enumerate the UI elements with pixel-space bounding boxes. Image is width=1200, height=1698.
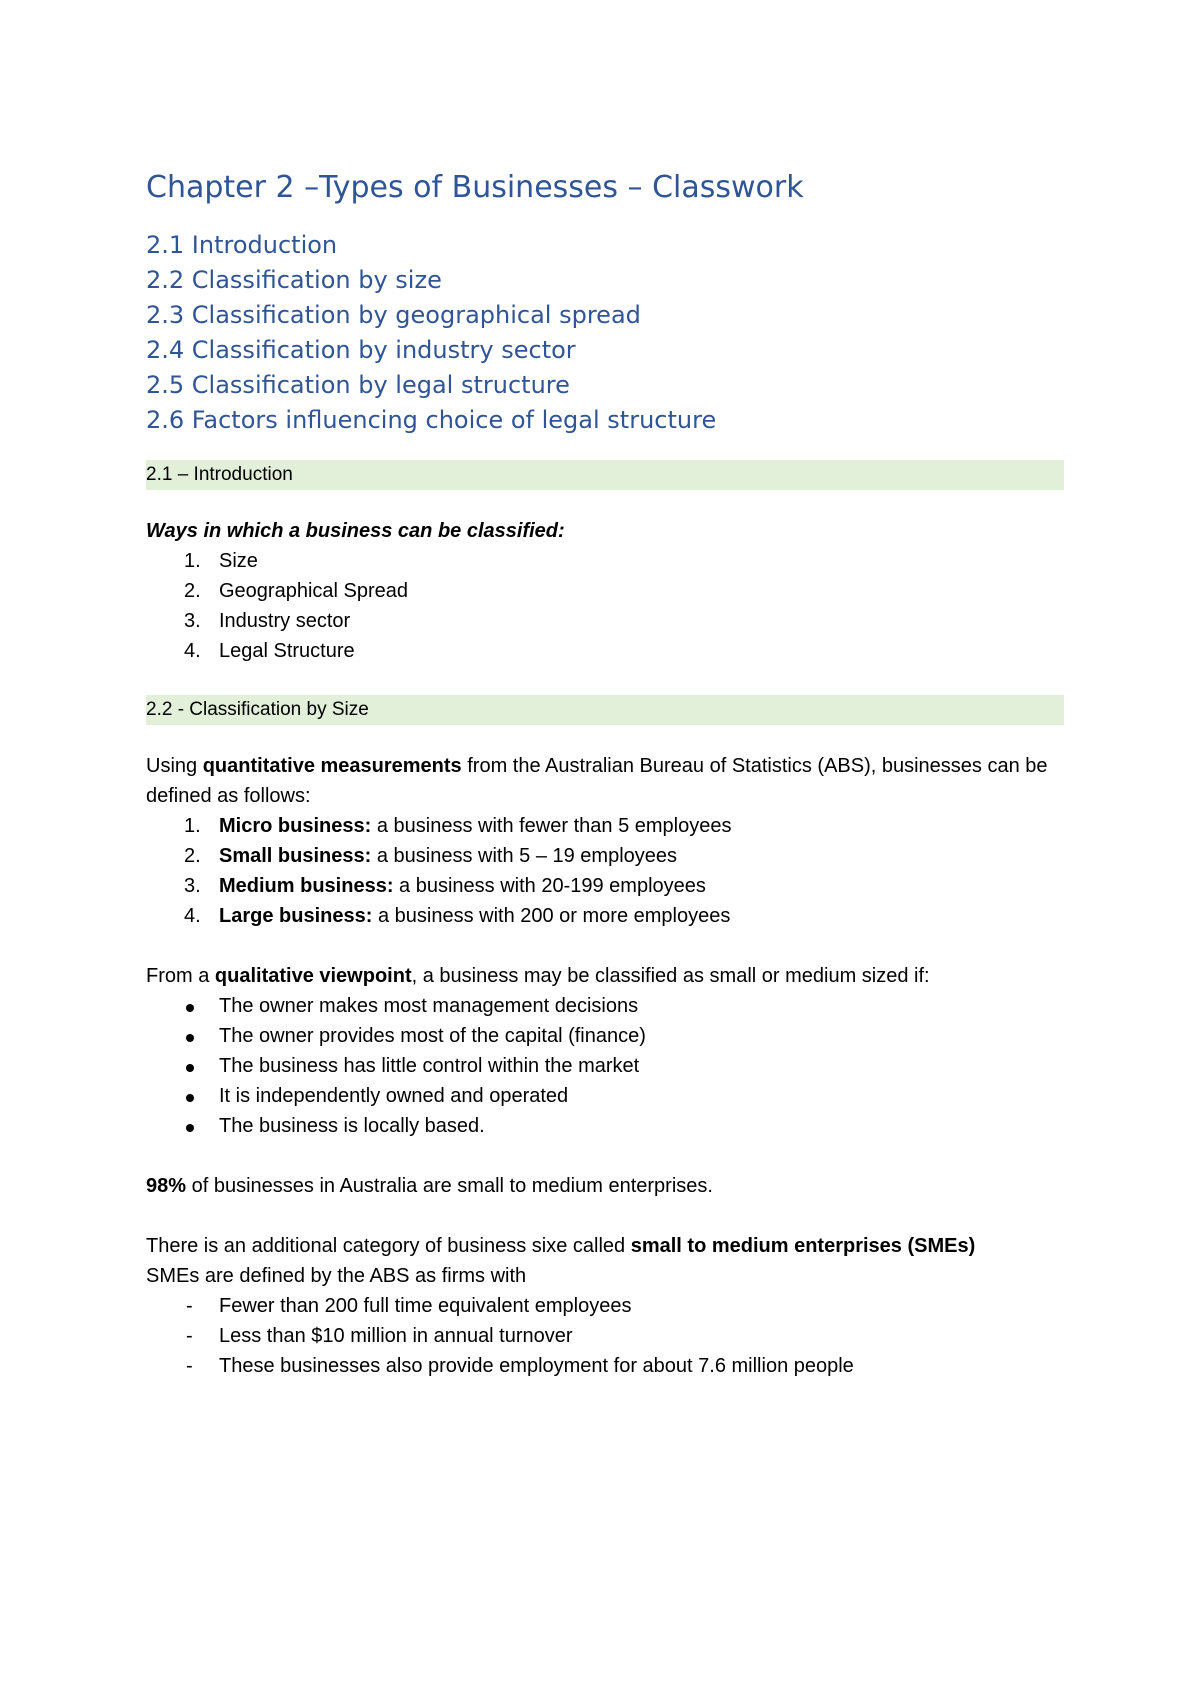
- list-item: [146, 606, 1064, 636]
- toc-item: 2.1 Introduction: [146, 231, 338, 259]
- list-item: [146, 1051, 1064, 1081]
- section-heading-introduction: 2.1 – Introduction: [146, 460, 1064, 490]
- list-item-text: The owner makes most management decisions: [219, 995, 639, 1017]
- qualitative-list: [146, 991, 1064, 1141]
- intro-text: Using: [146, 755, 203, 777]
- list-item-text: These businesses also provide employment for about 7.6 million people: [219, 1355, 854, 1377]
- list-item: [146, 1111, 1064, 1141]
- list-number: 4.: [184, 905, 201, 927]
- bullet-icon: [186, 1094, 194, 1102]
- list-item: [146, 811, 1064, 841]
- list-item: [146, 1291, 1064, 1321]
- qual-emphasis: qualitative viewpoint: [214, 965, 412, 987]
- list-item-text: The owner provides most of the capital (finance): [219, 1025, 646, 1047]
- list-item-text: Size: [219, 550, 258, 572]
- sme-list: [146, 1291, 1064, 1381]
- list-item: [146, 841, 1064, 871]
- size-list: [146, 811, 1064, 931]
- statistic-line: [146, 1171, 1064, 1201]
- size-label: Large business:: [219, 905, 373, 927]
- classification-lead: Ways in which a business can be classified:: [146, 520, 565, 542]
- table-of-contents: [146, 228, 1064, 438]
- list-number: 2.: [184, 580, 201, 602]
- document-page: [146, 168, 1064, 1381]
- list-item: [146, 871, 1064, 901]
- list-number: 1.: [184, 815, 201, 837]
- list-item: [146, 576, 1064, 606]
- list-item-text: It is independently owned and operated: [219, 1085, 569, 1107]
- size-text: a business with 5 – 19 employees: [371, 845, 678, 867]
- list-item: [146, 1021, 1064, 1051]
- bullet-icon: [186, 1124, 194, 1132]
- classification-list: [146, 546, 1064, 666]
- dash-icon: -: [186, 1325, 193, 1347]
- toc-item: 2.4 Classification by industry sector: [146, 336, 576, 364]
- toc-item: 2.5 Classification by legal structure: [146, 371, 570, 399]
- sme-emphasis: small to medium enterprises (SMEs): [630, 1235, 976, 1257]
- toc-item: 2.6 Factors influencing choice of legal structure: [146, 406, 717, 434]
- size-label: Small business:: [219, 845, 372, 867]
- size-text: a business with 20-199 employees: [393, 875, 706, 897]
- list-item-text: The business is locally based.: [219, 1115, 485, 1137]
- size-text: a business with 200 or more employees: [372, 905, 731, 927]
- statistic-value: 98%: [146, 1175, 187, 1197]
- list-item-text: Less than $10 million in annual turnover: [219, 1325, 573, 1347]
- section-heading-size: 2.2 - Classification by Size: [146, 695, 1064, 725]
- quantitative-intro: [146, 751, 1064, 811]
- bullet-icon: [186, 1034, 194, 1042]
- intro-emphasis: quantitative measurements: [202, 755, 462, 777]
- dash-icon: -: [186, 1295, 193, 1317]
- list-item-text: Legal Structure: [219, 640, 355, 662]
- dash-icon: -: [186, 1355, 193, 1377]
- list-item: [146, 1321, 1064, 1351]
- size-label: Micro business:: [219, 815, 372, 837]
- list-item: [146, 546, 1064, 576]
- list-number: 3.: [184, 610, 201, 632]
- page-title: Chapter 2 –Types of Businesses – Classwork: [146, 170, 804, 205]
- list-item-text: The business has little control within the market: [219, 1055, 640, 1077]
- list-number: 1.: [184, 550, 201, 572]
- list-item: [146, 1351, 1064, 1381]
- sme-text: There is an additional category of business sixe called: [146, 1235, 631, 1257]
- list-number: 3.: [184, 875, 201, 897]
- list-item-text: Fewer than 200 full time equivalent employees: [219, 1295, 632, 1317]
- list-item-text: Geographical Spread: [219, 580, 409, 602]
- list-item: [146, 636, 1064, 666]
- list-number: 4.: [184, 640, 201, 662]
- intro-text-end: from the Australian Bureau of Statistics (ABS), businesses can be defined as follows:: [146, 755, 1048, 807]
- toc-item: 2.3 Classification by geographical spread: [146, 301, 641, 329]
- qualitative-intro: [146, 961, 1064, 991]
- list-number: 2.: [184, 845, 201, 867]
- sme-definition: SMEs are defined by the ABS as firms with: [146, 1265, 527, 1287]
- list-item: [146, 991, 1064, 1021]
- size-label: Medium business:: [219, 875, 394, 897]
- bullet-icon: [186, 1004, 194, 1012]
- toc-item: 2.2 Classification by size: [146, 266, 442, 294]
- sme-intro: [146, 1231, 1064, 1261]
- list-item-text: Industry sector: [219, 610, 351, 632]
- qual-text-end: , a business may be classified as small or medium sized if:: [411, 965, 930, 987]
- qual-text: From a: [146, 965, 215, 987]
- statistic-text: of businesses in Australia are small to medium enterprises.: [186, 1175, 713, 1197]
- bullet-icon: [186, 1064, 194, 1072]
- list-item: [146, 901, 1064, 931]
- list-item: [146, 1081, 1064, 1111]
- size-text: a business with fewer than 5 employees: [371, 815, 732, 837]
